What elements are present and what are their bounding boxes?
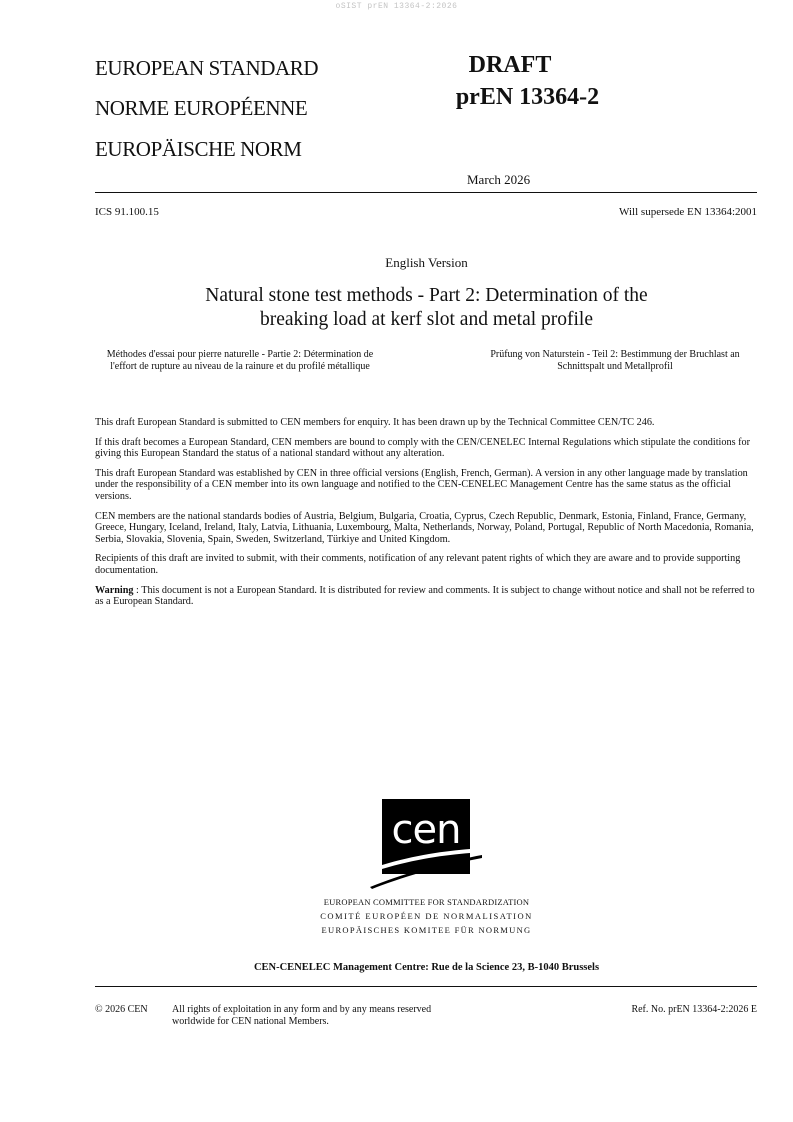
standard-name-de: EUROPÄISCHE NORM — [95, 137, 302, 161]
title-french: Méthodes d'essai pour pierre naturelle - Partie 2: Détermination de l'effort de rupture au niveau de la rainure et du profilé métallique — [106, 349, 374, 372]
paragraph-warning — [95, 585, 760, 608]
paragraph-enquiry: This draft European Standard is submitted to CEN members for enquiry. It has been drawn up by the Technical Committee CEN/TC 246. — [95, 417, 655, 428]
foreword-paragraphs — [95, 417, 760, 616]
paragraph-patent-rights: Recipients of this draft are invited to submit, with their comments, notification of any relevant patent rights of which they are aware and to provide supporting documentation. — [95, 553, 741, 576]
paragraph-official-versions: This draft European Standard was established by CEN in three official versions (English, French, German). A version in any other language made by translation under the responsibility of a CEN member into its own language and notified to the CEN-CENELEC Management Centre has the same status as the official versions. — [95, 467, 748, 502]
copyright: © 2026 CEN — [95, 1004, 148, 1015]
committee-name-de: EUROPÄISCHES KOMITEE FÜR NORMUNG — [321, 925, 532, 935]
document-title — [150, 284, 703, 332]
draft-label: DRAFT — [468, 52, 552, 78]
title-line-2: breaking load at kerf slot and metal profile — [259, 309, 593, 330]
watermark: oSIST prEN 13364-2:2026 — [335, 2, 458, 11]
reference-number: Ref. No. prEN 13364-2:2026 E — [631, 1004, 757, 1015]
committee-name-en: EUROPEAN COMMITTEE FOR STANDARDIZATION — [323, 897, 530, 907]
title-line-1: Natural stone test methods - Part 2: Determination of the — [205, 285, 648, 306]
standard-name-fr: NORME EUROPÉENNE — [95, 96, 308, 120]
header-rule — [95, 192, 757, 193]
ics-code: ICS 91.100.15 — [95, 206, 159, 218]
publication-date: March 2026 — [467, 172, 531, 187]
standard-name-en: EUROPEAN STANDARD — [95, 56, 319, 80]
rights-line-2: worldwide for CEN national Members. — [172, 1016, 329, 1027]
logo-text: cen — [391, 807, 461, 853]
supersedes-note: Will supersede EN 13364:2001 — [619, 206, 757, 218]
management-centre: CEN-CENELEC Management Centre: Rue de la Science 23, B-1040 Brussels — [253, 962, 600, 973]
committee-name-fr: COMITÉ EUROPÉEN DE NORMALISATION — [320, 911, 533, 921]
warning-label: Warning — [95, 584, 134, 596]
language-version: English Version — [385, 255, 468, 270]
paragraph-members: CEN members are the national standards bodies of Austria, Belgium, Bulgaria, Croatia, Cyprus, Czech Republic, Denmark, Estonia, Finland, France, Germany, Greece, Hungary, Iceland, Ireland, Italy, Latvia, Lithuania, Luxembourg, Malta, Netherlands, Norway, Poland, Portugal, Republic of North Macedonia, Romania, Serbia, Slovakia, Slovenia, Spain, Sweden, Switzerland, Türkiye and United Kingdom. — [95, 510, 754, 545]
rights-statement — [172, 1004, 502, 1028]
warning-text: : This document is not a European Standard. It is distributed for review and comments. It is subject to change without notice and shall not be referred to as a European Standard. — [95, 584, 755, 608]
title-german: Prüfung von Naturstein - Teil 2: Bestimmung der Bruchlast an Schnittspalt und Metallprofil — [490, 349, 740, 372]
paragraph-regulations: If this draft becomes a European Standard, CEN members are bound to comply with the CEN/CENELEC Internal Regulations which stipulate the conditions for giving this European Standard the status of a national standard without any alteration. — [95, 436, 750, 460]
footer-rule — [95, 986, 757, 987]
cen-logo — [370, 799, 482, 889]
document-number: prEN 13364-2 — [455, 84, 600, 110]
rights-line-1: All rights of exploitation in any form and by any means reserved — [172, 1004, 432, 1015]
cen-logo-graphic — [370, 799, 482, 889]
